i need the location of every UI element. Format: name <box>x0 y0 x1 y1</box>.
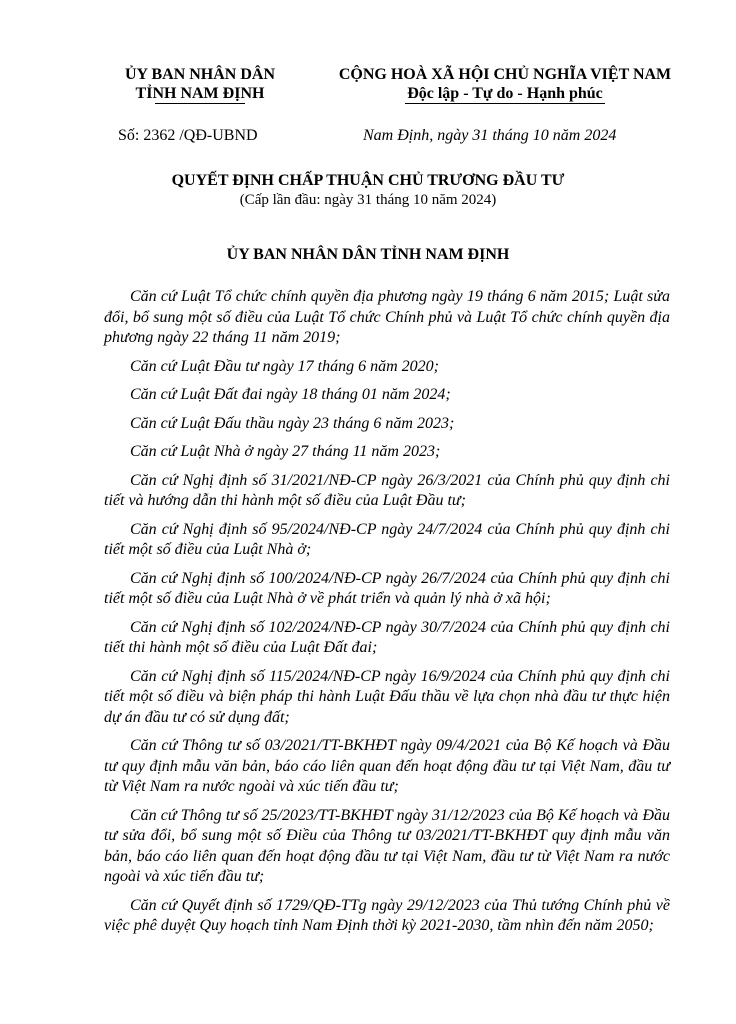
document-date: Nam Định, ngày 31 tháng 10 năm 2024 <box>363 127 617 144</box>
legal-basis-paragraph: Căn cứ Nghị định số 100/2024/NĐ-CP ngày 26/7/2024 của Chính phủ quy định chi tiết một số điều của Luật Nhà ở về phát triển và quản lý nhà ở xã hội; <box>104 569 670 607</box>
legal-basis-paragraph: Căn cứ Nghị định số 102/2024/NĐ-CP ngày 30/7/2024 của Chính phủ quy định chi tiết thi hành một số điều của Luật Đất đai; <box>104 618 670 656</box>
national-motto <box>325 65 685 103</box>
legal-basis-paragraph: Căn cứ Nghị định số 115/2024/NĐ-CP ngày 16/9/2024 của Chính phủ quy định chi tiết một số điều và biện pháp thi hành Luật Đấu thầu về lựa chọn nhà đầu tư thực hiện dự án đầu tư có sử dụng đất; <box>104 667 670 726</box>
legal-basis-paragraph: Căn cứ Luật Nhà ở ngày 27 tháng 11 năm 2023; <box>130 443 441 460</box>
agency-underline <box>155 103 245 104</box>
legal-basis-paragraph: Căn cứ Thông tư số 25/2023/TT-BKHĐT ngày 31/12/2023 của Bộ Kế hoạch và Đầu tư sửa đổi, bổ sung một số Điều của Thông tư 03/2021/TT-BKHĐT quy định mẫu văn bản, báo cáo liên quan đến hoạt động đầu tư tại Việt Nam, đầu tư từ Việt Nam ra nước ngoài và xúc tiến đầu tư; <box>104 806 670 885</box>
legal-basis-paragraph: Căn cứ Luật Đấu thầu ngày 23 tháng 6 năm 2023; <box>130 414 455 432</box>
legal-basis-paragraph: Căn cứ Luật Đầu tư ngày 17 tháng 6 năm 2020; <box>130 357 439 375</box>
legal-basis-paragraph: Căn cứ Luật Tổ chức chính quyền địa phương ngày 19 tháng 6 năm 2015; Luật sửa đổi, bổ sung một số điều của Luật Tổ chức Chính phủ và Luật Tổ chức chính quyền địa phương ngày 22 tháng 11 năm 2019; <box>104 288 670 346</box>
document-number: Số: 2362 /QĐ-UBND <box>118 127 258 144</box>
legal-basis-paragraph: Căn cứ Thông tư số 03/2021/TT-BKHĐT ngày 09/4/2021 của Bộ Kế hoạch và Đầu tư quy định mẫu văn bản, báo cáo liên quan đến hoạt động đầu tư tại Việt Nam, đầu tư từ Việt Nam ra nước ngoài và xúc tiến đầu tư; <box>104 737 670 795</box>
motto-underline <box>405 103 605 104</box>
legal-basis-paragraph: Căn cứ Nghị định số 31/2021/NĐ-CP ngày 26/3/2021 của Chính phủ quy định chi tiết và hướng dẫn thi hành một số điều của Luật Đầu tư; <box>104 471 670 509</box>
legal-basis-paragraph: Căn cứ Quyết định số 1729/QĐ-TTg ngày 29/12/2023 của Thủ tướng Chính phủ về việc phê duyệt Quy hoạch tỉnh Nam Định thời kỳ 2021-2030, tầm nhìn đến năm 2050; <box>104 896 670 934</box>
motto: Độc lập - Tự do - Hạnh phúc <box>407 85 603 102</box>
agency-line-1: ỦY BAN NHÂN DÂN <box>124 66 276 83</box>
country-name: CỘNG HOÀ XÃ HỘI CHỦ NGHĨA VIỆT NAM <box>338 66 672 83</box>
document-title: QUYẾT ĐỊNH CHẤP THUẬN CHỦ TRƯƠNG ĐẦU TƯ <box>171 172 565 189</box>
legal-basis-paragraph: Căn cứ Nghị định số 95/2024/NĐ-CP ngày 24/7/2024 của Chính phủ quy định chi tiết một số điều của Luật Nhà ở; <box>104 520 670 558</box>
issuer-heading: ỦY BAN NHÂN DÂN TỈNH NAM ĐỊNH <box>226 246 510 263</box>
legal-bases <box>104 287 670 945</box>
document-subtitle: (Cấp lần đầu: ngày 31 tháng 10 năm 2024) <box>239 192 497 208</box>
agency-line-2: TỈNH NAM ĐỊNH <box>135 85 265 102</box>
issuing-agency <box>100 65 300 103</box>
legal-basis-paragraph: Căn cứ Luật Đất đai ngày 18 tháng 01 năm 2024; <box>130 386 451 403</box>
